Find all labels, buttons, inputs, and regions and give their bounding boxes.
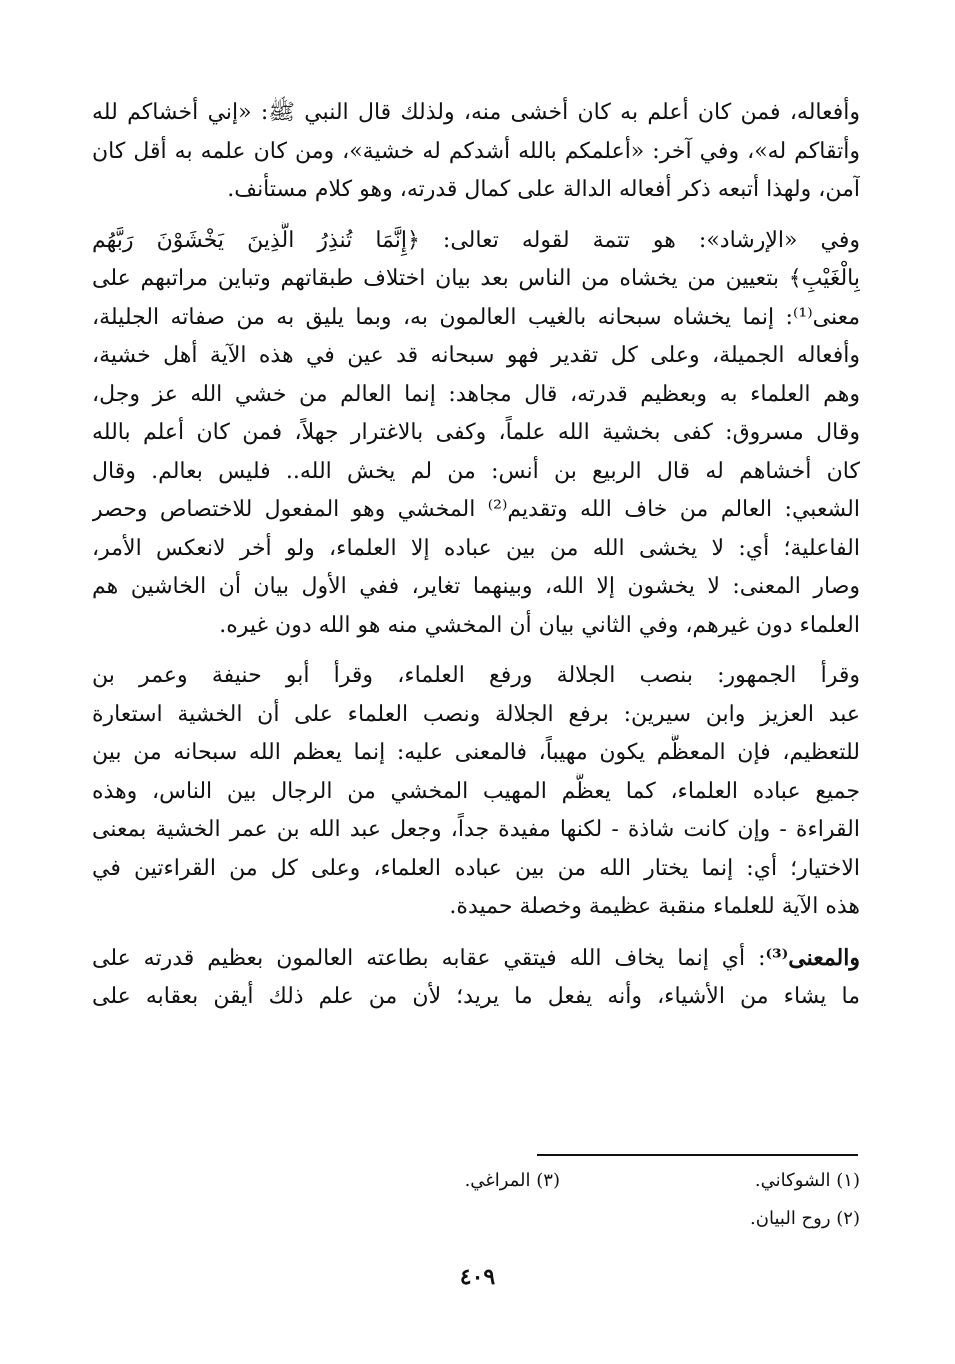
footnote-3: (٣) المراغي. [464,1170,560,1191]
text-line: وصار المعنى: لا يخشون إلا الله، وبينهما تغاير، ففي الأول بيان أن الخاشين هم [92,574,860,599]
page-number: ٤٠٩ [459,1264,496,1290]
text-line: وأفعاله، فمن كان أعلم به كان أخشى منه، ولذلك قال النبي ﷺ: «إني أخشاكم لله [92,100,860,125]
page-body [92,94,860,1017]
text-line [92,939,860,979]
text-line-rest: : أي إنما يخاف الله فيتقي عقابه بطاعته العالمون بعظيم قدرته على [92,945,766,971]
footnote-1: (١) الشوكاني. [754,1170,860,1191]
text-line: عبد العزيز وابن سيرين: برفع الجلالة ونصب العلماء على أن الخشية استعارة [92,701,860,727]
text-line: وأتقاكم له»، وفي آخر: «أعلمكم بالله أشدكم له خشية»، ومن كان علمه به أقل كان [92,138,860,164]
text-line: وفي «الإرشاد»: هو تتمة لقوله تعالى: ﴿إِنَّمَا تُنذِرُ الَّذِينَ يَخْشَوْنَ رَبَّهُم [92,227,860,253]
text-line: وقال مسروق: كفى بخشية الله علماً، وكفى بالاغترار جهلاً، فمن كان أعلم بالله [92,420,860,445]
footnote-2: (٢) روح البيان. [750,1208,860,1229]
paragraph-3 [92,657,860,927]
paragraph-1 [92,94,860,210]
text-line: الشعبي: العالم من خاف الله وتقديم⁽²⁾ المخشي وهو المفعول للاختصاص وحصر [92,497,860,522]
text-line: بِالْغَيْبِ﴾ بتعيين من يخشاه من الناس بعد بيان اختلاف طبقاتهم وتباين مراتبهم على [92,266,860,291]
text-line: معنى⁽¹⁾: إنما يخشاه سبحانه بالغيب العالمون به، وبما يليق به من صفاته الجليلة، [92,304,860,330]
paragraph-2 [92,222,860,646]
footnotes [260,1162,860,1238]
text-line: هذه الآية للعلماء منقبة عظيمة وخصلة حميدة. [449,894,860,919]
footnote-divider [537,1154,858,1156]
text-line: ما يشاء من الأشياء، وأنه يفعل ما يريد؛ لأن من علم ذلك أيقن بعقابه على [92,984,860,1009]
text-line: الفاعلية؛ أي: لا يخشى الله من بين عباده إلا العلماء، ولو أخر لانعكس الأمر، [92,535,860,561]
text-line: العلماء دون غيرهم، وفي الثاني بيان أن المخشي منه هو الله دون غيره. [219,612,860,638]
text-line: كان أخشاهم له قال الربيع بن أنس: من لم يخش الله.. فليس بعالم. وقال [92,458,860,484]
text-line: آمن، ولهذا أتبعه ذكر أفعاله الدالة على كمال قدرته، وهو كلام مستأنف. [227,177,860,202]
text-line: وأفعاله الجميلة، وعلى كل تقدير فهو سبحانه قد عين في هذه الآية أهل خشية، [92,343,860,368]
paragraph-4 [92,939,860,1017]
text-line: الاختيار؛ أي: إنما يختار الله من بين عباده العلماء، وعلى كل من القراءتين في [92,855,860,881]
text-line: وهم العلماء به وبعظيم قدرته، قال مجاهد: إنما العالم من خشي الله عز وجل، [92,381,860,407]
text-line: القراءة - وإن كانت شاذة - لكنها مفيدة جداً، وجعل عبد الله بن عمر الخشية بمعنى [92,817,860,842]
text-line: جميع عباده العلماء، كما يعظَّم المهيب المخشي من الرجال بين الناس، وهذه [92,778,860,804]
text-line: للتعظيم، فإن المعظَّم يكون مهيباً، فالمعنى عليه: إنما يعظم الله سبحانه من بين [92,740,860,765]
lead-word: والمعنى⁽³⁾ [765,944,860,971]
text-line: وقرأ الجمهور: بنصب الجلالة ورفع العلماء، وقرأ أبو حنيفة وعمر بن [92,663,860,688]
footnote-row [260,1200,860,1238]
footnote-row [260,1162,860,1200]
